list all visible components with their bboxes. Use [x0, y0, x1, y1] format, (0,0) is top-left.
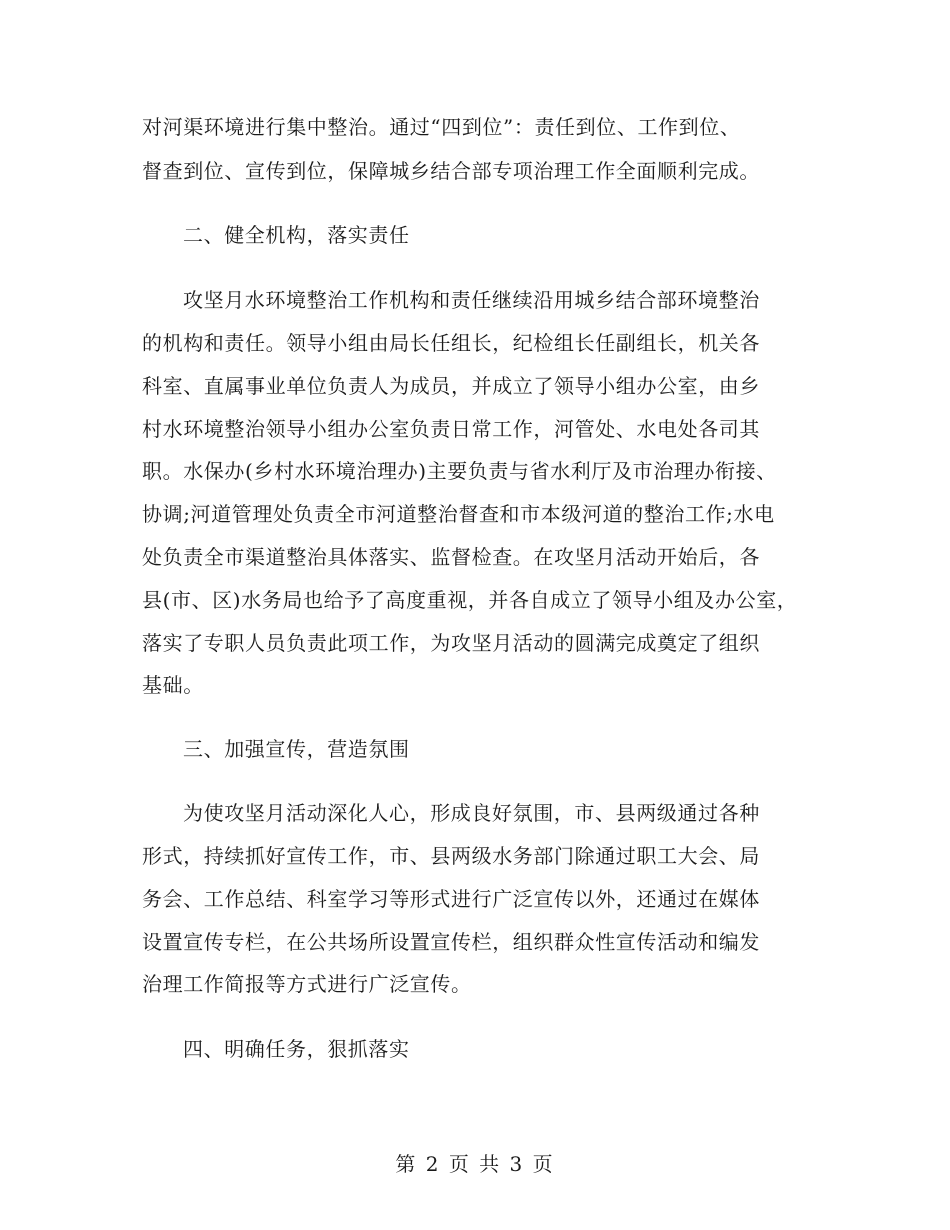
page-number-footer: 第 2 页 共 3 页 — [395, 1152, 555, 1176]
body-text-line: 落实了专职人员负责此项工作，为攻坚月活动的圆满完成奠定了组织 — [142, 631, 760, 655]
body-text-line: 务会、工作总结、科室学习等形式进行广泛宣传以外，还通过在媒体 — [142, 887, 760, 911]
body-text-line: 为使攻坚月活动深化人心，形成良好氛围，市、县两级通过各种 — [183, 801, 760, 825]
body-text-line: 形式，持续抓好宣传工作，市、县两级水务部门除通过职工大会、局 — [142, 844, 760, 868]
body-text-line: 攻坚月水环境整治工作机构和责任继续沿用城乡结合部环境整治 — [183, 288, 760, 312]
body-text-line: 县(市、区)水务局也给予了高度重视，并各自成立了领导小组及办公室， — [142, 588, 798, 612]
body-text-line: 基础。 — [142, 673, 204, 697]
body-text-line: 设置宣传专栏，在公共场所设置宣传栏，组织群众性宣传活动和编发 — [142, 930, 760, 954]
body-text-line: 科室、直属事业单位负责人为成员，并成立了领导小组办公室，由乡 — [142, 374, 760, 398]
body-text-line: 处负责全市渠道整治具体落实、监督检查。在攻坚月活动开始后，各 — [142, 545, 760, 569]
body-text-line: 对河渠环境进行集中整治。通过“四到位”：责任到位、工作到位、 — [142, 115, 741, 139]
body-text-line: 职。水保办(乡村水环境治理办)主要负责与省水利厅及市治理办衔接、 — [142, 459, 777, 483]
body-text-line: 村水环境整治领导小组办公室负责日常工作，河管处、水电处各司其 — [142, 417, 760, 441]
body-text-line: 督查到位、宣传到位，保障城乡结合部专项治理工作全面顺利完成。 — [142, 159, 760, 183]
body-text-line: 治理工作简报等方式进行广泛宣传。 — [142, 972, 472, 996]
section-heading: 二、健全机构，落实责任 — [183, 223, 410, 247]
body-text-line: 协调;河道管理处负责全市河道整治督查和市本级河道的整治工作;水电 — [142, 502, 775, 526]
body-text-line: 的机构和责任。领导小组由局长任组长，纪检组长任副组长，机关各 — [142, 331, 760, 355]
section-heading: 四、明确任务，狠抓落实 — [183, 1037, 410, 1061]
section-heading: 三、加强宣传，营造氛围 — [183, 737, 410, 761]
